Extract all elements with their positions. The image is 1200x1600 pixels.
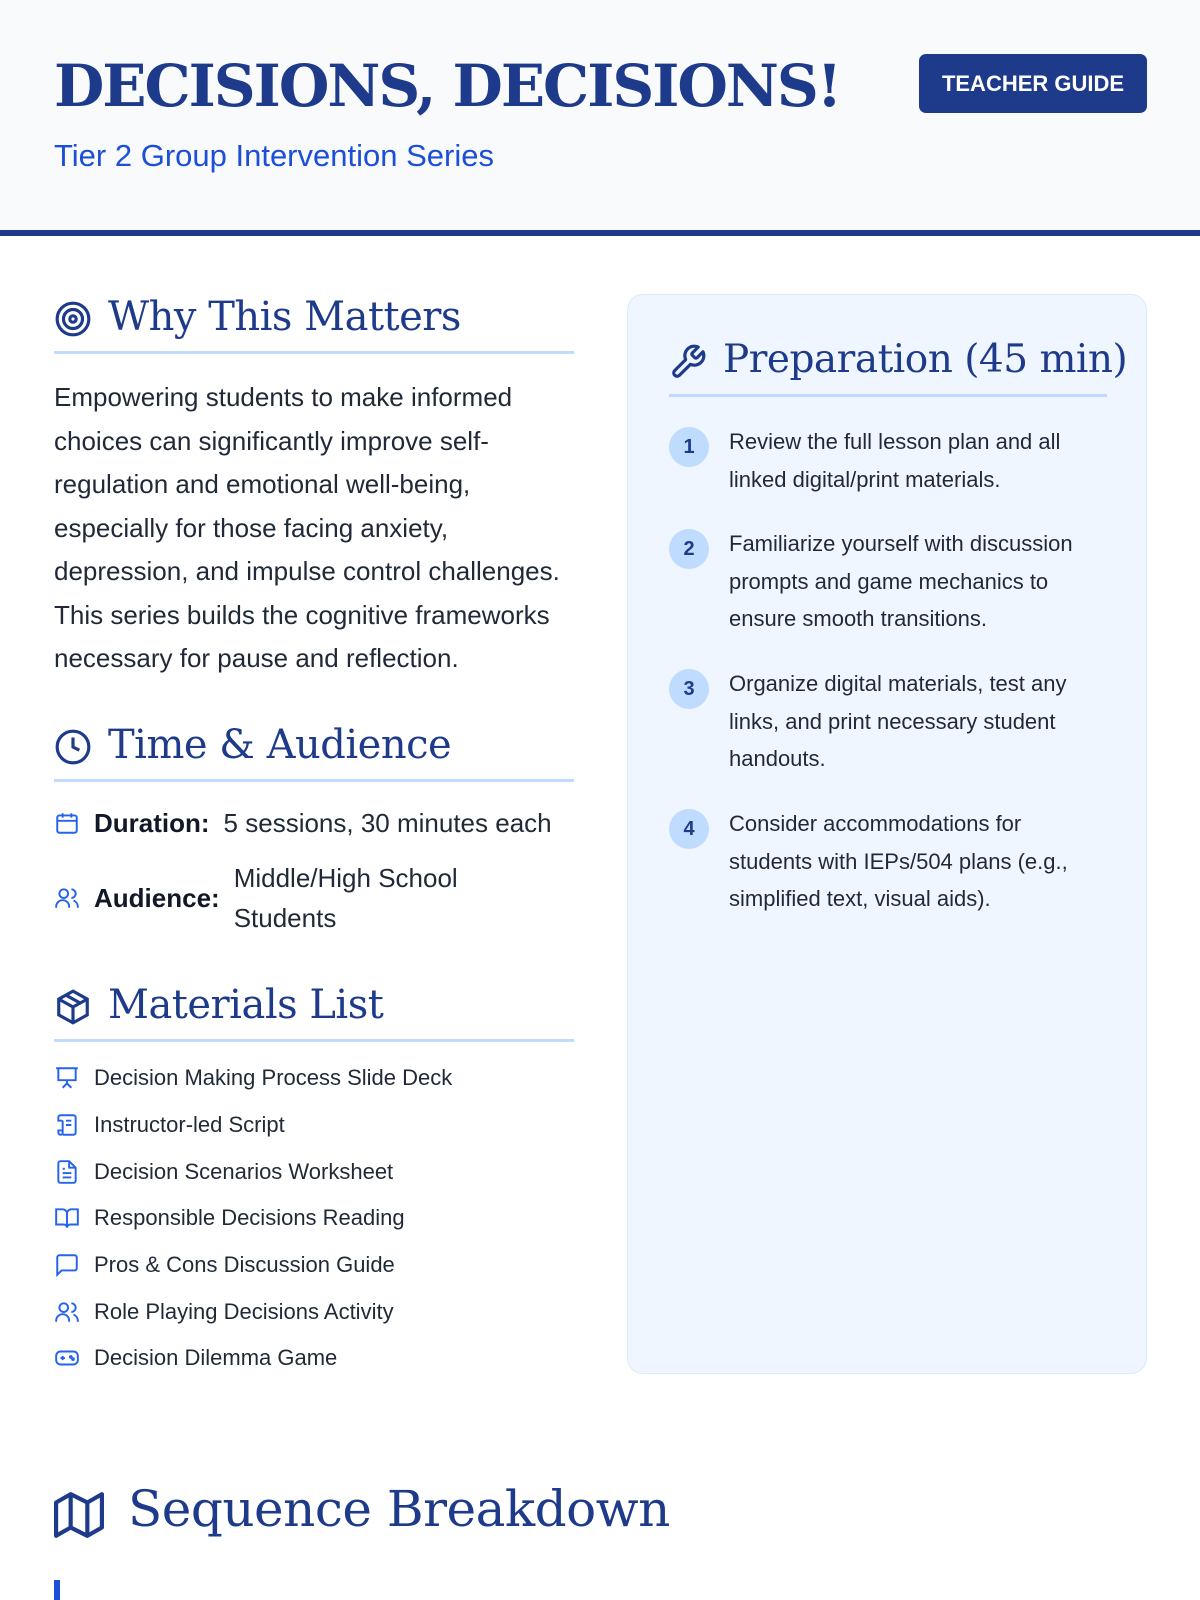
preparation-heading-text: Preparation (45 min) (723, 337, 1128, 382)
duration-value: 5 sessions, 30 minutes each (223, 808, 552, 838)
material-label: Decision Scenarios Worksheet (94, 1158, 394, 1184)
timeline-bar (54, 1580, 60, 1600)
material-label: Pros & Cons Discussion Guide (94, 1252, 395, 1278)
prep-step (669, 805, 1109, 918)
document-icon (54, 1159, 80, 1185)
scroll-icon (54, 1112, 80, 1138)
material-label: Decision Dilemma Game (94, 1345, 338, 1371)
step-number: 3 (669, 669, 709, 709)
step-text: Organize digital materials, test any links, and print necessary student handouts. (729, 671, 1067, 771)
step-number: 2 (669, 529, 709, 569)
why-paragraph: Empowering students to make informed choices can significantly improve self-regulation and emotional well-being, especially for those facing anxiety, depression, and impulse control challenges. This series builds the cognitive frameworks necessary for pause and reflection. (54, 382, 560, 673)
audience-label: Audience: (94, 882, 220, 913)
map-icon (54, 1490, 104, 1540)
users-icon (54, 1299, 80, 1325)
page-title: DECISIONS, DECISIONS! (54, 52, 841, 120)
list-item (54, 1242, 452, 1289)
step-number: 4 (669, 809, 709, 849)
material-label: Responsible Decisions Reading (94, 1205, 405, 1231)
material-label: Role Playing Decisions Activity (94, 1298, 394, 1324)
list-item (54, 1288, 452, 1335)
why-section-heading (54, 294, 574, 354)
time-audience-heading-text: Time & Audience (108, 722, 452, 768)
step-text: Review the full lesson plan and all linked digital/print materials. (729, 429, 1061, 492)
duration-label: Duration: (94, 807, 210, 838)
prep-step (669, 665, 1109, 778)
list-item (54, 1102, 452, 1149)
list-item (54, 1335, 452, 1382)
calendar-icon (54, 810, 80, 836)
material-label: Decision Making Process Slide Deck (94, 1065, 453, 1091)
prep-step (669, 423, 1109, 498)
time-audience-heading (54, 722, 574, 782)
materials-heading-text: Materials List (108, 982, 384, 1028)
presentation-icon (54, 1065, 80, 1091)
list-item (54, 1148, 452, 1195)
duration-row (54, 803, 552, 843)
list-item (54, 1055, 452, 1102)
why-heading-text: Why This Matters (108, 294, 461, 340)
teacher-guide-badge: TEACHER GUIDE (919, 54, 1147, 113)
sequence-heading-text: Sequence Breakdown (128, 1480, 670, 1538)
target-icon (54, 300, 92, 338)
gamepad-icon (54, 1345, 80, 1371)
materials-heading (54, 982, 574, 1042)
box-icon (54, 988, 92, 1026)
prep-step (669, 525, 1109, 638)
clock-icon (54, 728, 92, 766)
material-label: Instructor-led Script (94, 1112, 285, 1138)
page-header (0, 0, 1200, 236)
chat-icon (54, 1252, 80, 1278)
preparation-heading (669, 335, 1128, 397)
audience-value: Middle/High School Students (233, 863, 458, 933)
list-item (54, 1195, 452, 1242)
materials-list (54, 1055, 452, 1382)
wrench-icon (669, 343, 707, 381)
step-text: Familiarize yourself with discussion prompts and game mechanics to ensure smooth transitions. (729, 531, 1073, 631)
book-icon (54, 1205, 80, 1231)
preparation-card (627, 294, 1147, 1374)
audience-row (54, 858, 494, 938)
step-number: 1 (669, 427, 709, 467)
page-subtitle: Tier 2 Group Intervention Series (54, 138, 494, 173)
users-icon (54, 885, 80, 911)
step-text: Consider accommodations for students with IEPs/504 plans (e.g., simplified text, visual aids). (729, 811, 1068, 911)
